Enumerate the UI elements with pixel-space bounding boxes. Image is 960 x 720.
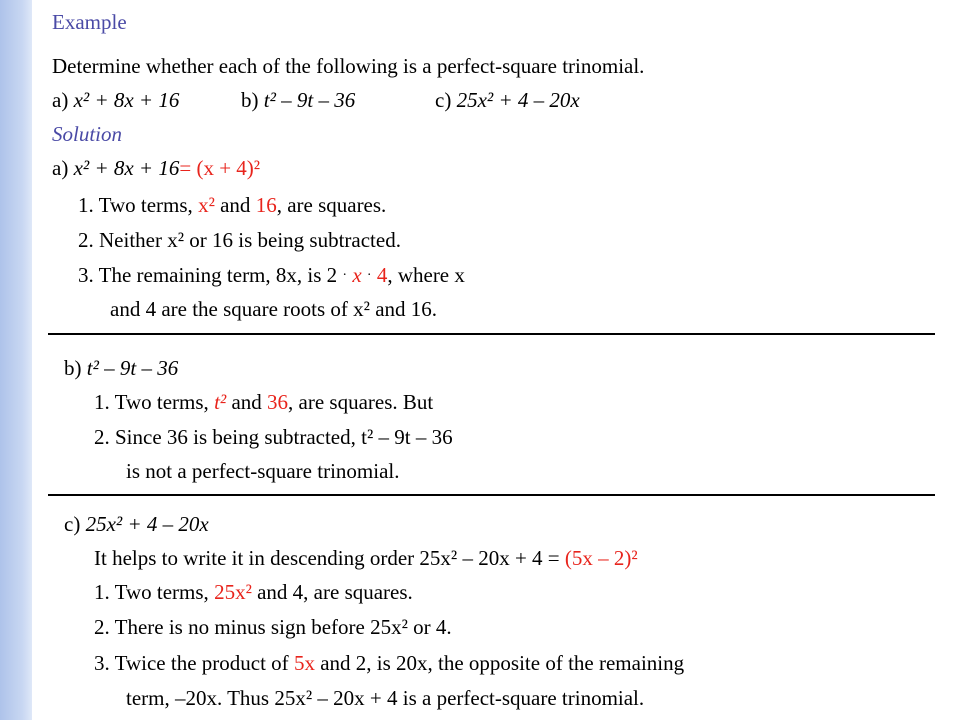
step-text: and 4 are the square roots of x² and 16.: [110, 297, 438, 321]
problem-item-c-label: c): [435, 88, 452, 112]
problem-item-b-label: b): [241, 88, 259, 112]
part-c-step-1: [94, 580, 413, 604]
problem-item-a-expr: x² + 8x + 16: [73, 88, 180, 112]
step-text: The remaining term, 8x, is 2: [98, 263, 338, 287]
multiply-dot: ·: [342, 268, 348, 283]
step-text: There is no minus sign before 25x² or 4.: [114, 615, 452, 639]
part-a-step-3: [78, 263, 465, 291]
problem-prompt: Determine whether each of the following is a perfect-square trinomial.: [52, 54, 645, 78]
highlight-term: x: [352, 263, 362, 287]
part-b-expr: t² – 9t – 36: [86, 356, 179, 380]
step-text: Two terms,: [98, 193, 193, 217]
step-text: , where x: [387, 263, 465, 287]
highlight-term: 16: [255, 193, 277, 217]
step-text: It helps to write it in descending order: [94, 546, 415, 570]
part-a-step-2: [78, 228, 401, 252]
problem-item-a-label: a): [52, 88, 69, 112]
step-number: 1.: [94, 390, 110, 414]
step-number: 2.: [94, 615, 110, 639]
highlight-term: 4: [376, 263, 388, 287]
part-a-step-3-cont: [110, 297, 437, 321]
part-c-step-2: [94, 615, 452, 639]
step-text: Neither x² or 16 is being subtracted.: [99, 228, 401, 252]
highlight-term: x²: [198, 193, 215, 217]
step-text: Since 36 is being subtracted, t² – 9t – 36: [115, 425, 453, 449]
part-c-line: [64, 512, 209, 536]
divider-b-c: [48, 494, 935, 496]
part-a-expr: x² + 8x + 16: [73, 156, 180, 180]
slide-sidebar-band: [0, 0, 32, 720]
part-b-step-2-cont: [126, 459, 399, 483]
divider-a-b: [48, 333, 935, 335]
part-b-label: b): [64, 356, 82, 380]
part-a-step-1: [78, 193, 386, 217]
step-text: term, –20x. Thus 25x² – 20x + 4 is a perfect-square trinomial.: [126, 686, 645, 710]
multiply-dot: ·: [366, 268, 372, 283]
problem-item-c: [435, 88, 580, 112]
step-number: 1.: [78, 193, 94, 217]
step-text: and: [220, 193, 251, 217]
step-text: and 2, is 20x, the opposite of the remaining: [320, 651, 685, 675]
highlight-term: 36: [267, 390, 289, 414]
part-c-reorder: [94, 546, 638, 570]
problem-item-c-expr: 25x² + 4 – 20x: [456, 88, 580, 112]
part-a-label: a): [52, 156, 69, 180]
part-a-line: [52, 156, 260, 180]
step-text: and: [231, 390, 262, 414]
solution-heading: Solution: [52, 122, 123, 146]
step-number: 3.: [78, 263, 94, 287]
problem-item-b-expr: t² – 9t – 36: [263, 88, 356, 112]
highlight-term: 25x²: [214, 580, 252, 604]
reorder-expr: 25x² – 20x + 4 =: [419, 546, 560, 570]
step-text: is not a perfect-square trinomial.: [126, 459, 400, 483]
problem-item-a: [52, 88, 179, 112]
step-number: 2.: [94, 425, 110, 449]
step-text: and 4, are squares.: [257, 580, 413, 604]
highlight-term: 5x: [293, 651, 315, 675]
slide-title: Example: [52, 10, 127, 34]
part-b-line: [64, 356, 178, 380]
part-b-step-2: [94, 425, 453, 449]
step-text: Twice the product of: [114, 651, 289, 675]
problem-item-b: [241, 88, 355, 112]
part-c-step-3: [94, 651, 684, 675]
part-b-step-1: [94, 390, 433, 414]
part-a-result: (x + 4)²: [196, 156, 261, 180]
highlight-term: t²: [214, 390, 227, 414]
step-number: 2.: [78, 228, 94, 252]
step-text: , are squares. But: [288, 390, 434, 414]
step-number: 1.: [94, 580, 110, 604]
step-number: 3.: [94, 651, 110, 675]
step-text: Two terms,: [114, 580, 209, 604]
step-text: , are squares.: [276, 193, 387, 217]
part-c-step-3-cont: [126, 686, 644, 710]
part-c-expr: 25x² + 4 – 20x: [85, 512, 209, 536]
part-a-equals: =: [179, 156, 192, 180]
part-c-result: (5x – 2)²: [564, 546, 638, 570]
step-text: Two terms,: [114, 390, 209, 414]
part-c-label: c): [64, 512, 81, 536]
